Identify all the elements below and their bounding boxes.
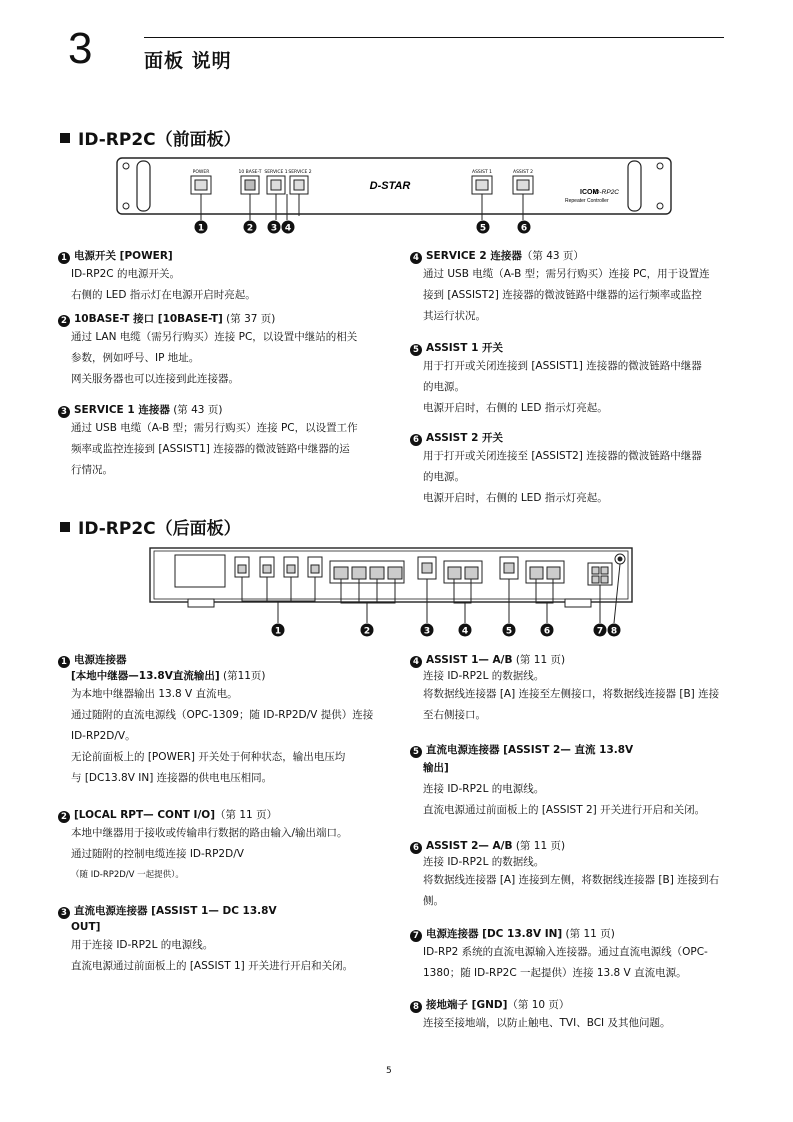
power-label: POWER — [192, 170, 210, 175]
brand-logo: ICOM — [580, 189, 599, 196]
front-callout-3: 3 — [270, 223, 278, 234]
chapter-rule — [144, 37, 724, 38]
assist1-label: ASSIST 1 — [471, 170, 493, 175]
assist2-label: ASSIST 2 — [512, 170, 534, 175]
front-item-3: 3 SERVICE 1 连接器 (第 43 页) 通过 USB 电缆（A-B 型；需另行购买）连接 PC，以设置工作 频率或监控连接到 [ASSIST1] 连接器的微波链路中继器的运 行情况。 — [58, 402, 388, 481]
front-callout-1: 1 — [197, 223, 205, 234]
front-item-5: 5 ASSIST 1 开关 用于打开或关闭连接到 [ASSIST1] 连接器的微波链路中继器 的电源。 电源开启时，右侧的 LED 指示灯亮起。 — [410, 340, 750, 419]
front-callout-6: 6 — [520, 223, 528, 234]
subtitle-label: Repeater Controller — [565, 198, 609, 204]
dstar-logo: D-STAR — [369, 180, 411, 192]
front-callout-4: 4 — [284, 223, 292, 234]
heading-bullet — [60, 522, 70, 532]
model-label: ID-RP2C — [593, 189, 620, 196]
rear-callout-4: 4 — [461, 626, 469, 637]
rear-panel-diagram — [148, 545, 638, 641]
front-item-1: 1 电源开关 [POWER] ID-RP2C 的电源开关。 右侧的 LED 指示灯在电源开启时亮起。 — [58, 248, 388, 306]
rear-item-1: 1 电源连接器 [本地中继器—13.8V直流输出] (第11页) 为本地中继器输出 13.8 V 直流电。 通过随附的直流电源线（OPC-1309；随 ID-RP2D/V 提供）连接 ID-RP2D/V。 无论前面板上的 [POWER] 开关处于何种状态，输出电压均 与 [DC13.8V IN] 连接器的供电电压相同。 — [58, 652, 388, 789]
rear-item-7: 7 电源连接器 [DC 13.8V IN] (第 11 页) ID-RP2 系统的直流电源输入连接器。通过直流电源线（OPC- 1380；随 ID-RP2C 一起提供）连接 13.8 V 直流电源。 — [410, 926, 750, 984]
front-callout-5: 5 — [479, 223, 487, 234]
chapter-number: 3 — [68, 24, 93, 73]
rear-item-4: 4 ASSIST 1— A/B (第 11 页) 连接 ID-RP2L 的数据线。 将数据线连接器 [A] 连接至左侧接口，将数据线连接器 [B] 连接 至右侧接口。 — [410, 652, 750, 726]
rear-item-8: 8 接地端子 [GND]（第 10 页） 连接至接地端，以防止触电、TVI、BCI 及其他问题。 — [410, 997, 750, 1034]
service2-label: SERVICE 2 — [288, 170, 312, 175]
front-heading-text: ID-RP2C（前面板） — [78, 130, 241, 150]
service1-label: SERVICE 1 — [264, 170, 288, 175]
rear-panel-heading — [60, 514, 241, 539]
rear-item-5: 5 直流电源连接器 [ASSIST 2— 直流 13.8V 输出] 连接 ID-RP2L 的电源线。 直流电源通过前面板上的 [ASSIST 2] 开关进行开启和关闭。 — [410, 742, 750, 821]
rear-item-2: 2 [LOCAL RPT— CONT I/O]（第 11 页） 本地中继器用于接收或传输串行数据的路由输入/输出端口。 通过随附的控制电缆连接 ID-RP2D/V （随 ID-RP2D/V 一起提供）。 — [58, 807, 388, 886]
rear-callout-8: 8 — [610, 626, 618, 637]
rear-callout-7: 7 — [596, 626, 604, 637]
front-panel-diagram — [115, 156, 675, 238]
front-callout-2: 2 — [246, 223, 254, 234]
rear-heading-text: ID-RP2C（后面板） — [78, 519, 241, 539]
rear-label-plate — [175, 555, 225, 587]
rear-item-3: 3 直流电源连接器 [ASSIST 1— DC 13.8V OUT] 用于连接 ID-RP2L 的电源线。 直流电源通过前面板上的 [ASSIST 1] 开关进行开启和关闭。 — [58, 903, 388, 977]
rear-callout-5: 5 — [505, 626, 513, 637]
heading-bullet — [60, 133, 70, 143]
tenbase-label: 10 BASE-T — [238, 170, 262, 175]
front-panel-heading — [60, 125, 241, 150]
rear-callout-2: 2 — [363, 626, 371, 637]
page-number: 5 — [386, 1066, 392, 1076]
rear-item-6: 6 ASSIST 2— A/B (第 11 页) 连接 ID-RP2L 的数据线。 将数据线连接器 [A] 连接到左侧，将数据线连接器 [B] 连接到右 侧。 — [410, 838, 750, 912]
front-item-2: 2 10BASE-T 接口 [10BASE-T] (第 37 页) 通过 LAN 电缆（需另行购买）连接 PC，以设置中继站的相关 参数，例如呼号、IP 地址。 网关服务器也可以连接到此连接器。 — [58, 311, 388, 390]
rear-callout-1: 1 — [274, 626, 282, 637]
front-item-6: 6 ASSIST 2 开关 用于打开或关闭连接至 [ASSIST2] 连接器的微波链路中继器 的电源。 电源开启时，右侧的 LED 指示灯亮起。 — [410, 430, 750, 509]
rear-callout-6: 6 — [543, 626, 551, 637]
chapter-title: 面板 说明 — [144, 50, 232, 72]
front-item-4: 4 SERVICE 2 连接器（第 43 页） 通过 USB 电缆（A-B 型；需另行购买）连接 PC，用于设置连 接到 [ASSIST2] 连接器的微波链路中继器的运行频率或监控 其运行状况。 — [410, 248, 750, 327]
rear-callout-3: 3 — [423, 626, 431, 637]
